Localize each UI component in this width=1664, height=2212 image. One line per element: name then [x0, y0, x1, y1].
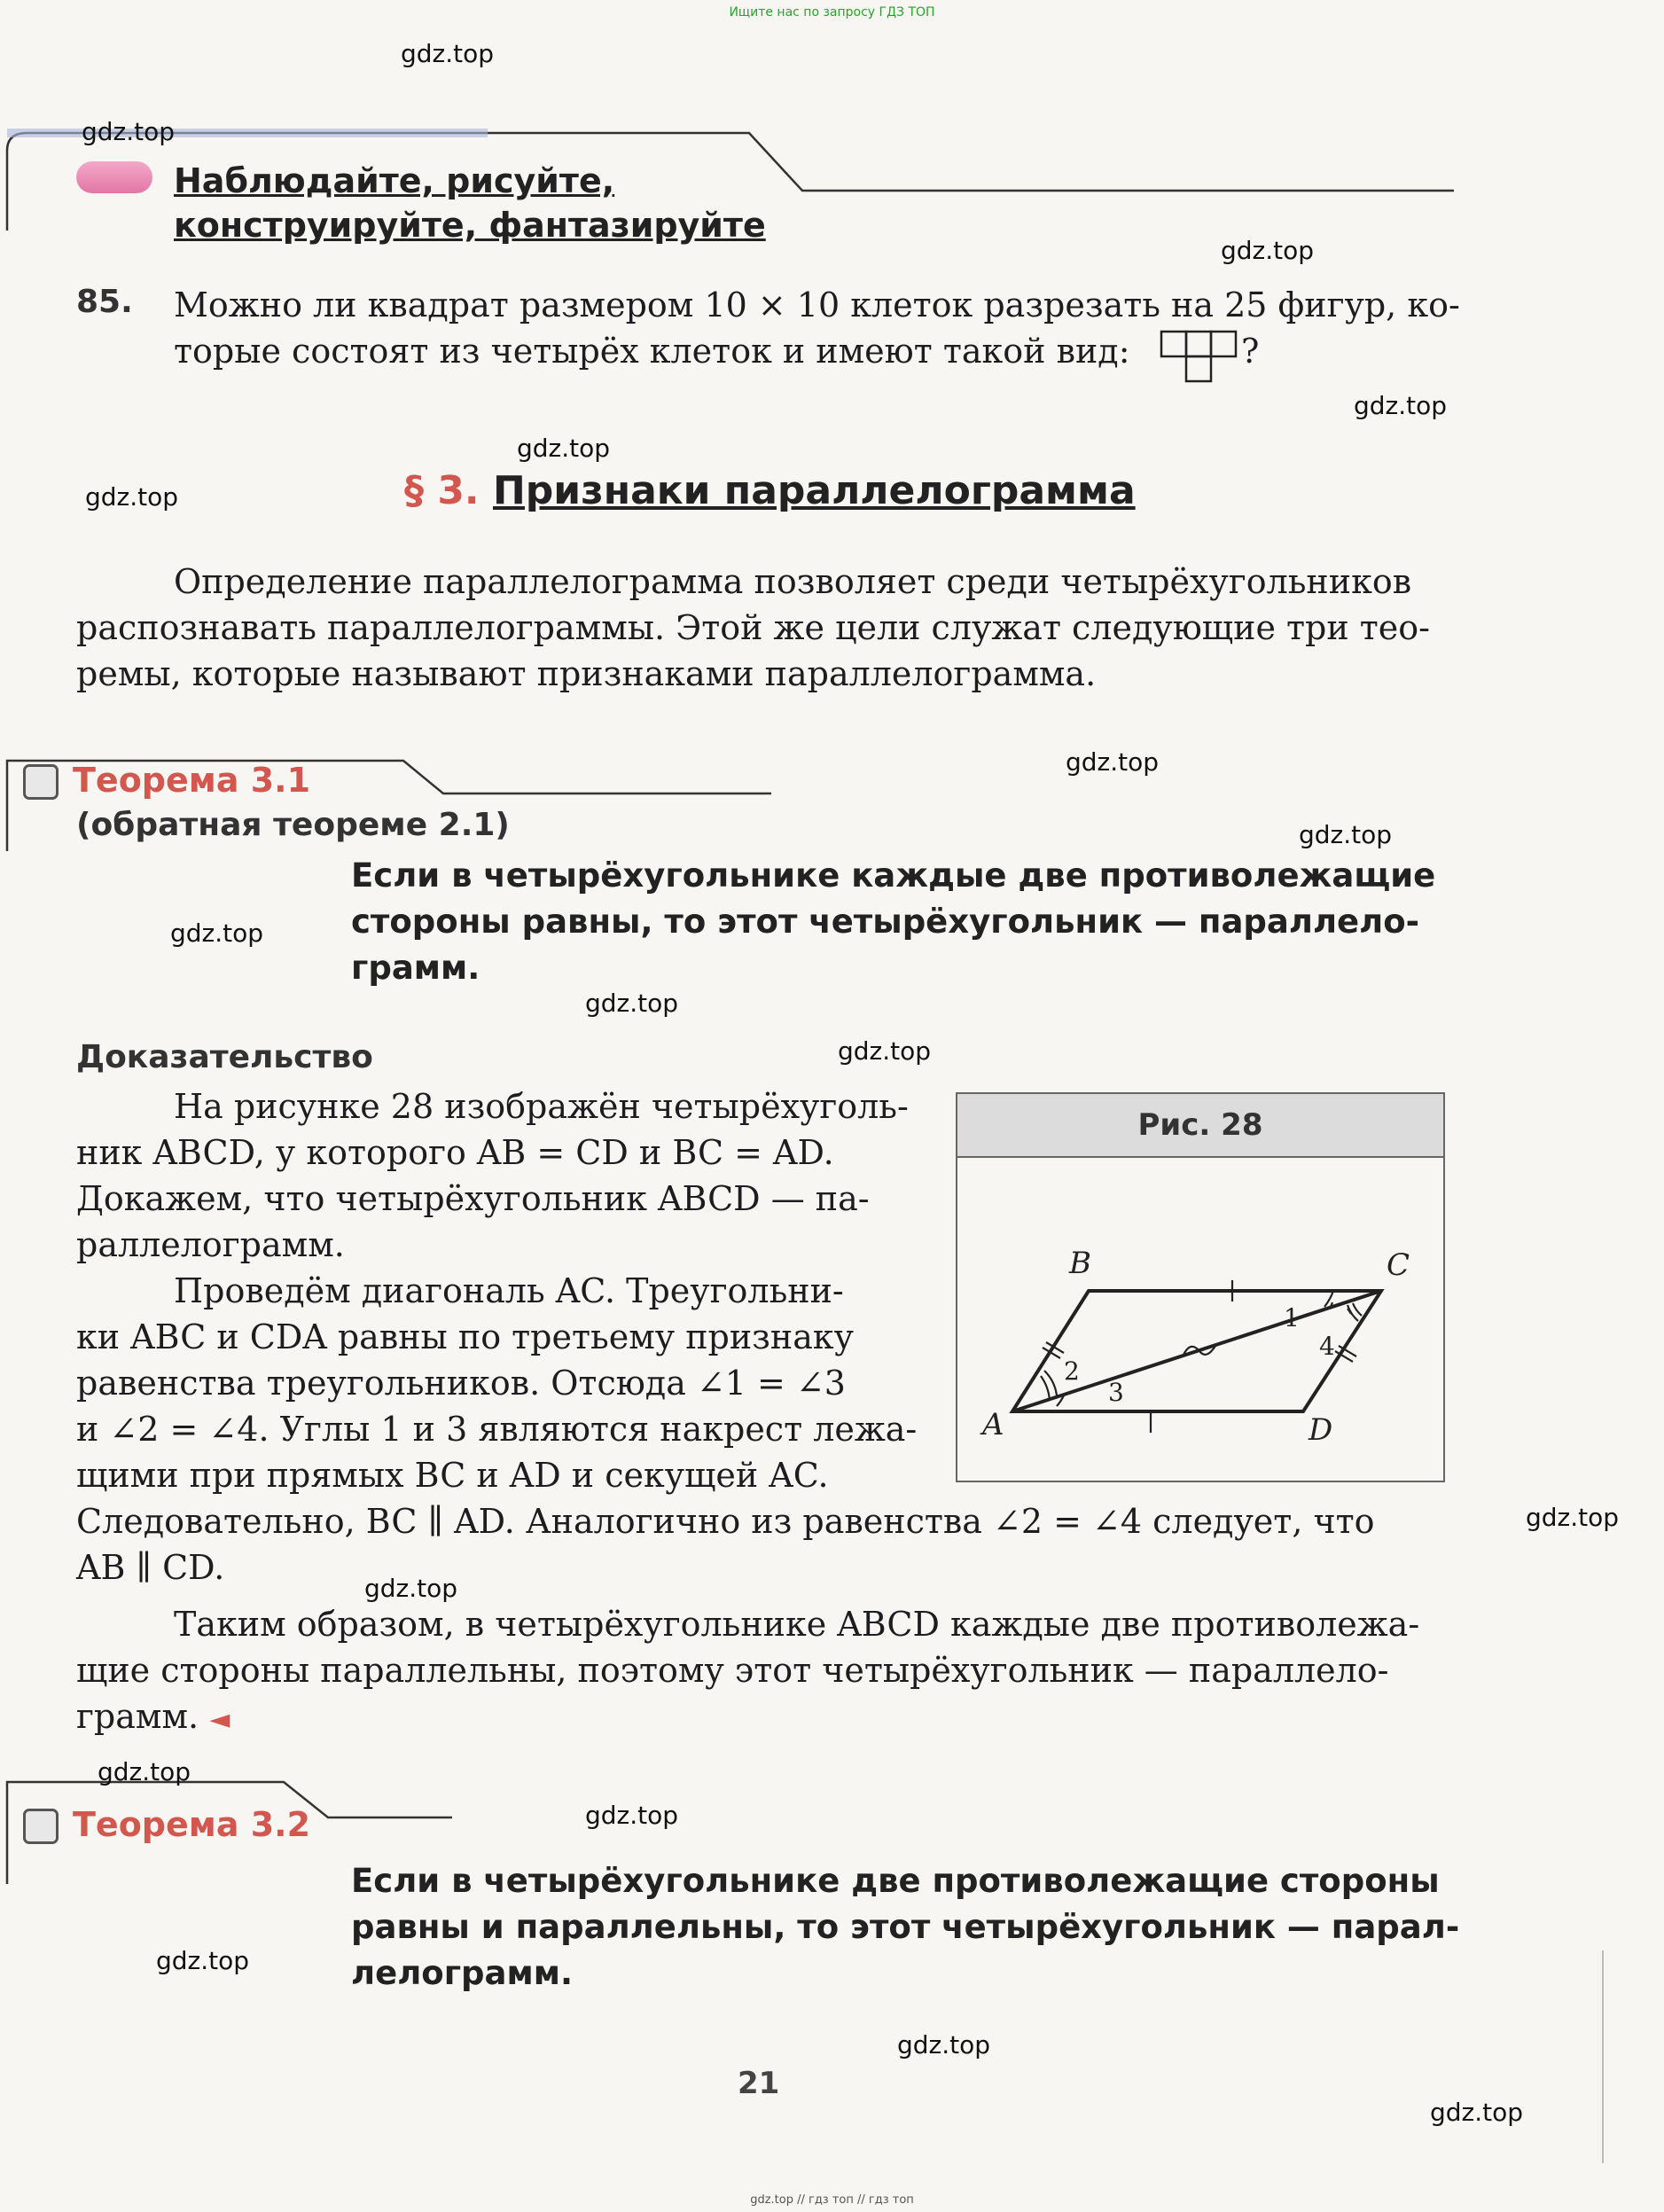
vertex-label-b: B — [1069, 1246, 1091, 1281]
figure-28 — [956, 1092, 1445, 1482]
watermark: gdz.top — [585, 989, 679, 1018]
proof-heading: Доказательство — [76, 1039, 373, 1075]
proof-p1-line3: Докажем, что четырёхугольник ABCD — па- — [76, 1179, 870, 1218]
bottom-banner: gdz.top // гдз топ // гдз топ — [750, 2193, 914, 2207]
watermark: gdz.top — [1221, 236, 1315, 265]
proof-p3-line2: щие стороны параллельны, поэтому этот четырёхугольник — параллело- — [76, 1651, 1389, 1690]
watermark: gdz.top — [85, 482, 179, 512]
watermark: gdz.top — [364, 1574, 458, 1603]
parallelogram-diagram — [957, 1158, 1443, 1481]
watermark: gdz.top — [838, 1036, 932, 1066]
watermark: gdz.top — [1526, 1503, 1620, 1532]
theorem-3-1-line1: Если в четырёхугольнике каждые две противолежащие — [351, 856, 1436, 895]
vertex-label-d: D — [1309, 1412, 1333, 1448]
intro-line3: ремы, которые называют признаками параллелограмма. — [76, 654, 1097, 693]
theorem-3-2-line2: равны и параллельны, то этот четырёхугольник — парал- — [351, 1908, 1460, 1946]
proof-p2-line6: Следовательно, BC ∥ AD. Аналогично из равенства ∠2 = ∠4 следует, что — [76, 1502, 1375, 1541]
top-banner: Ищите нас по запросу ГДЗ ТОП — [729, 5, 935, 20]
angle-label-1: 1 — [1284, 1303, 1300, 1333]
section-marker-pill — [76, 161, 152, 193]
proof-p1-line2: ник ABCD, у которого AB = CD и BC = AD. — [76, 1133, 834, 1172]
theorem-3-2-title: Теорема 3.2 — [73, 1805, 311, 1844]
proof-p3-last — [76, 1693, 230, 1743]
problem-number: 85. — [76, 284, 133, 320]
figure-28-title: Рис. 28 — [957, 1094, 1443, 1158]
theorem-3-2-line3: лелограмм. — [351, 1954, 574, 1992]
observe-title-line1: Наблюдайте, рисуйте, — [174, 161, 615, 200]
watermark: gdz.top — [98, 1757, 191, 1786]
proof-p2-line1: Проведём диагональ AC. Треугольни- — [174, 1271, 844, 1310]
problem-text-line2: торые состоят из четырёх клеток и имеют такой вид: — [174, 332, 1130, 371]
watermark: gdz.top — [1430, 2098, 1524, 2127]
proof-p3-line3: грамм. — [76, 1697, 199, 1736]
proof-p2-line5: щими при прямых BC и AD и секущей AC. — [76, 1456, 829, 1495]
pencil-icon — [23, 1809, 59, 1844]
section-number: § 3. — [404, 468, 480, 513]
angle-label-3: 3 — [1108, 1378, 1124, 1407]
theorem-3-1-subtitle: (обратная теореме 2.1) — [76, 807, 510, 843]
angle-label-2: 2 — [1064, 1356, 1080, 1386]
proof-end-marker: ◄ — [209, 1704, 230, 1735]
theorem-3-1-line2: стороны равны, то этот четырёхугольник — параллело- — [351, 903, 1420, 941]
section-heading — [404, 468, 1136, 513]
problem-text-line1: Можно ли квадрат размером 10 × 10 клеток разрезать на 25 фигур, ко- — [174, 285, 1460, 324]
proof-p2-line3: равенства треугольников. Отсюда ∠1 = ∠3 — [76, 1364, 846, 1403]
page-number: 21 — [738, 2066, 780, 2101]
pencil-icon — [23, 764, 59, 800]
observe-title-line2: конструируйте, фантазируйте — [174, 206, 766, 245]
section-title: Признаки параллелограмма — [492, 468, 1136, 513]
theorem-3-1-line3: грамм. — [351, 949, 480, 987]
watermark: gdz.top — [1354, 391, 1448, 420]
watermark: gdz.top — [585, 1801, 679, 1830]
theorem-3-2-line1: Если в четырёхугольнике две противолежащие стороны — [351, 1862, 1440, 1900]
watermark: gdz.top — [156, 1946, 250, 1975]
vertex-label-a: A — [982, 1407, 1004, 1442]
theorem-3-1-title: Теорема 3.1 — [73, 761, 311, 800]
watermark: gdz.top — [517, 434, 611, 463]
proof-p2-line2: ки ABC и CDA равны по третьему признаку — [76, 1317, 854, 1356]
intro-line1: Определение параллелограмма позволяет среди четырёхугольников — [174, 562, 1412, 601]
intro-line2: распознавать параллелограммы. Этой же цели служат следующие три тео- — [76, 608, 1430, 647]
watermark: gdz.top — [82, 117, 176, 146]
problem-question-mark: ? — [1241, 332, 1260, 371]
watermark: gdz.top — [401, 39, 495, 68]
watermark: gdz.top — [170, 918, 264, 948]
tetromino-shape-icon — [1160, 330, 1239, 387]
proof-p1-line1: На рисунке 28 изображён четырёхуголь- — [174, 1087, 909, 1126]
proof-p2-line4: и ∠2 = ∠4. Углы 1 и 3 являются накрест лежа- — [76, 1410, 918, 1449]
watermark: gdz.top — [1299, 820, 1393, 849]
proof-p1-line4: раллелограмм. — [76, 1225, 345, 1264]
proof-p3-line1: Таким образом, в четырёхугольнике ABCD каждые две противолежа- — [174, 1605, 1420, 1644]
angle-label-4: 4 — [1319, 1332, 1335, 1361]
watermark: gdz.top — [897, 2030, 991, 2060]
vertex-label-c: C — [1387, 1247, 1410, 1283]
watermark: gdz.top — [1066, 747, 1160, 777]
proof-p2-line7: AB ∥ CD. — [76, 1548, 225, 1587]
